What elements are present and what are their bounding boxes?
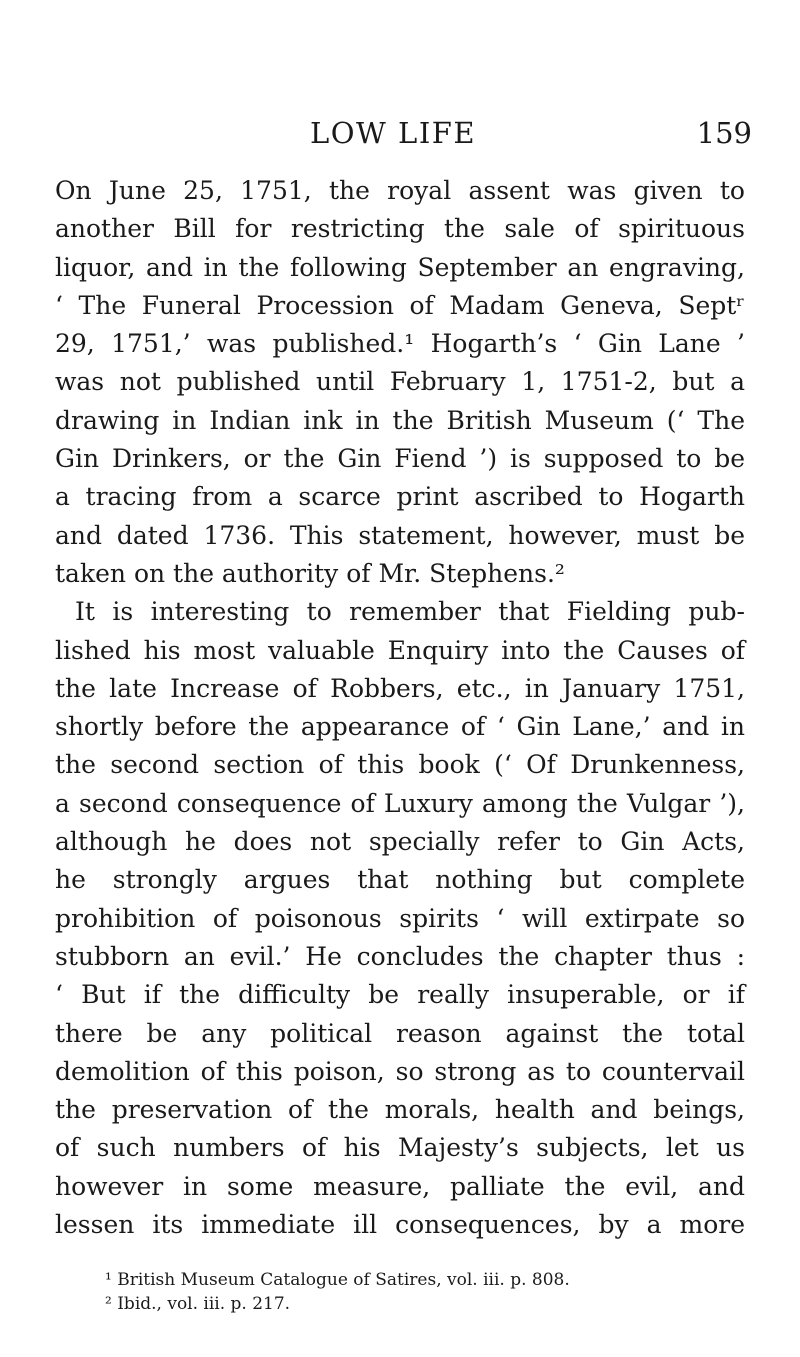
running-head xyxy=(80,116,752,156)
text-line: although he does not specially refer to Gin Acts, xyxy=(55,827,745,857)
footnotes xyxy=(105,1268,705,1316)
running-title: LOW LIFE xyxy=(310,116,477,150)
text-line: ‘ The Funeral Procession of Madam Geneva, Septʳ xyxy=(55,290,745,320)
text-line: demolition of this poison, so strong as to countervail xyxy=(55,1056,745,1086)
text-line: drawing in Indian ink in the British Museum (‘ The xyxy=(55,405,745,435)
text-line: liquor, and in the following September an engraving, xyxy=(55,252,745,282)
text-line: stubborn an evil.’ He concludes the chapter thus : xyxy=(55,941,745,971)
footnote: ¹ British Museum Catalogue of Satires, vol. iii. p. 808. xyxy=(105,1270,570,1290)
page-number: 159 xyxy=(696,116,752,150)
text-line: It is interesting to remember that Fielding pub- xyxy=(75,597,745,627)
text-line: a tracing from a scarce print ascribed to Hogarth xyxy=(55,482,745,512)
text-line: lessen its immediate ill consequences, by a more xyxy=(55,1210,745,1240)
footnote: ² Ibid., vol. iii. p. 217. xyxy=(105,1294,291,1314)
text-line: he strongly argues that nothing but complete xyxy=(55,865,745,895)
text-line: the preservation of the morals, health and beings, xyxy=(55,1095,745,1125)
text-line: shortly before the appearance of ‘ Gin Lane,’ and in xyxy=(55,712,745,742)
text-line: of such numbers of his Majesty’s subjects, let us xyxy=(55,1133,745,1163)
text-line: prohibition of poisonous spirits ‘ will extirpate so xyxy=(55,903,745,933)
body-text xyxy=(55,172,745,1244)
text-line: a second consequence of Luxury among the Vulgar ’), xyxy=(55,788,745,818)
text-line: there be any political reason against the total xyxy=(55,1018,745,1048)
text-line: however in some measure, palliate the evil, and xyxy=(55,1171,745,1201)
text-line: 29, 1751,’ was published.¹ Hogarth’s ‘ Gin Lane ’ xyxy=(55,329,745,359)
text-line: was not published until February 1, 1751-2, but a xyxy=(55,367,745,397)
text-line: Gin Drinkers, or the Gin Fiend ’) is supposed to be xyxy=(55,444,745,474)
text-line: the late Increase of Robbers, etc., in January 1751, xyxy=(55,673,745,703)
text-line: taken on the authority of Mr. Stephens.² xyxy=(55,558,565,588)
text-line: another Bill for restricting the sale of spirituous xyxy=(55,214,745,244)
text-line: lished his most valuable Enquiry into the Causes of xyxy=(55,635,745,665)
text-line: ‘ But if the difficulty be really insuperable, or if xyxy=(55,980,745,1010)
text-line: On June 25, 1751, the royal assent was given to xyxy=(55,176,745,205)
text-line: the second section of this book (‘ Of Drunkenness, xyxy=(55,750,745,780)
text-line: and dated 1736. This statement, however, must be xyxy=(55,520,745,550)
